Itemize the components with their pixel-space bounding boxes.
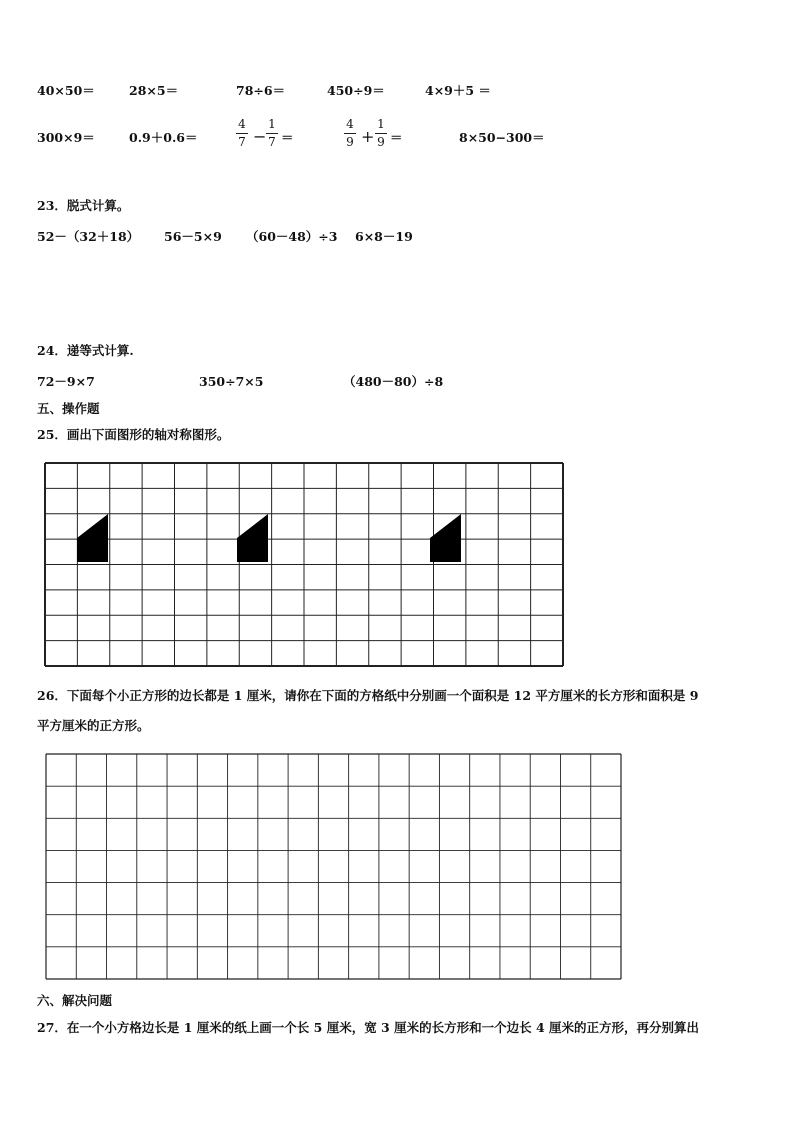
equals-sign: ＝ — [390, 130, 403, 145]
fraction-numerator: 1 — [268, 117, 276, 131]
fraction-numerator: 1 — [377, 117, 385, 131]
q25-shapes — [77, 514, 461, 562]
oral-expr-3: 78÷6＝ — [236, 83, 286, 98]
q26-grid[interactable] — [46, 754, 621, 979]
fraction-denominator: 9 — [377, 135, 385, 149]
section-heading-5: 五、操作题 — [37, 401, 100, 416]
trapezoid-shape-3 — [430, 514, 461, 562]
oral-expr-7: 0.9＋0.6＝ — [129, 130, 198, 145]
q24-expr-2: 350÷7×5 — [199, 374, 264, 389]
q27-text-line1: 27．在一个小方格边长是 1 厘米的纸上画一个长 5 厘米，宽 3 厘米的长方形和一个边长 4 厘米的正方形，再分别算出 — [37, 1020, 700, 1035]
q23-expr-4: 6×8－19 — [355, 229, 413, 244]
q23-expr-2: 56－5×9 — [164, 229, 222, 244]
q24-title: 24．递等式计算. — [37, 343, 134, 358]
plus-sign: + — [361, 127, 375, 146]
q24-expr-3: （480－80）÷8 — [343, 374, 444, 389]
fraction-denominator: 7 — [238, 135, 246, 149]
minus-sign: − — [253, 127, 267, 146]
q26-text-line2: 平方厘米的正方形。 — [37, 718, 150, 733]
oral-expr-4: 450÷9＝ — [327, 83, 385, 98]
trapezoid-shape-1 — [77, 514, 108, 562]
fraction-numerator: 4 — [238, 117, 246, 131]
q23-expr-3: （60－48）÷3 — [246, 229, 338, 244]
q24-expr-1: 72－9×7 — [37, 374, 95, 389]
oral-expr-10: 8×50−300＝ — [459, 130, 545, 145]
trapezoid-shape-2 — [237, 514, 268, 562]
q26-text-line1: 26．下面每个小正方形的边长都是 1 厘米，请你在下面的方格纸中分别画一个面积是 12 平方厘米的长方形和面积是 9 — [37, 688, 699, 703]
oral-expr-2: 28×5＝ — [129, 83, 179, 98]
oral-expr-5: 4×9＋5 ＝ — [425, 83, 491, 98]
oral-expr-6: 300×9＝ — [37, 130, 95, 145]
fraction-denominator: 7 — [268, 135, 276, 149]
q25-grid[interactable] — [45, 463, 563, 666]
equals-sign: ＝ — [281, 130, 294, 145]
q25-title: 25．画出下面图形的轴对称图形。 — [37, 427, 230, 442]
section-heading-6: 六、解决问题 — [37, 993, 113, 1008]
fraction-denominator: 9 — [346, 135, 354, 149]
oral-expr-1: 40×50＝ — [37, 83, 95, 98]
q23-expr-1: 52－（32＋18） — [37, 229, 140, 244]
q23-title: 23．脱式计算。 — [37, 198, 130, 213]
fraction-numerator: 4 — [346, 117, 354, 131]
